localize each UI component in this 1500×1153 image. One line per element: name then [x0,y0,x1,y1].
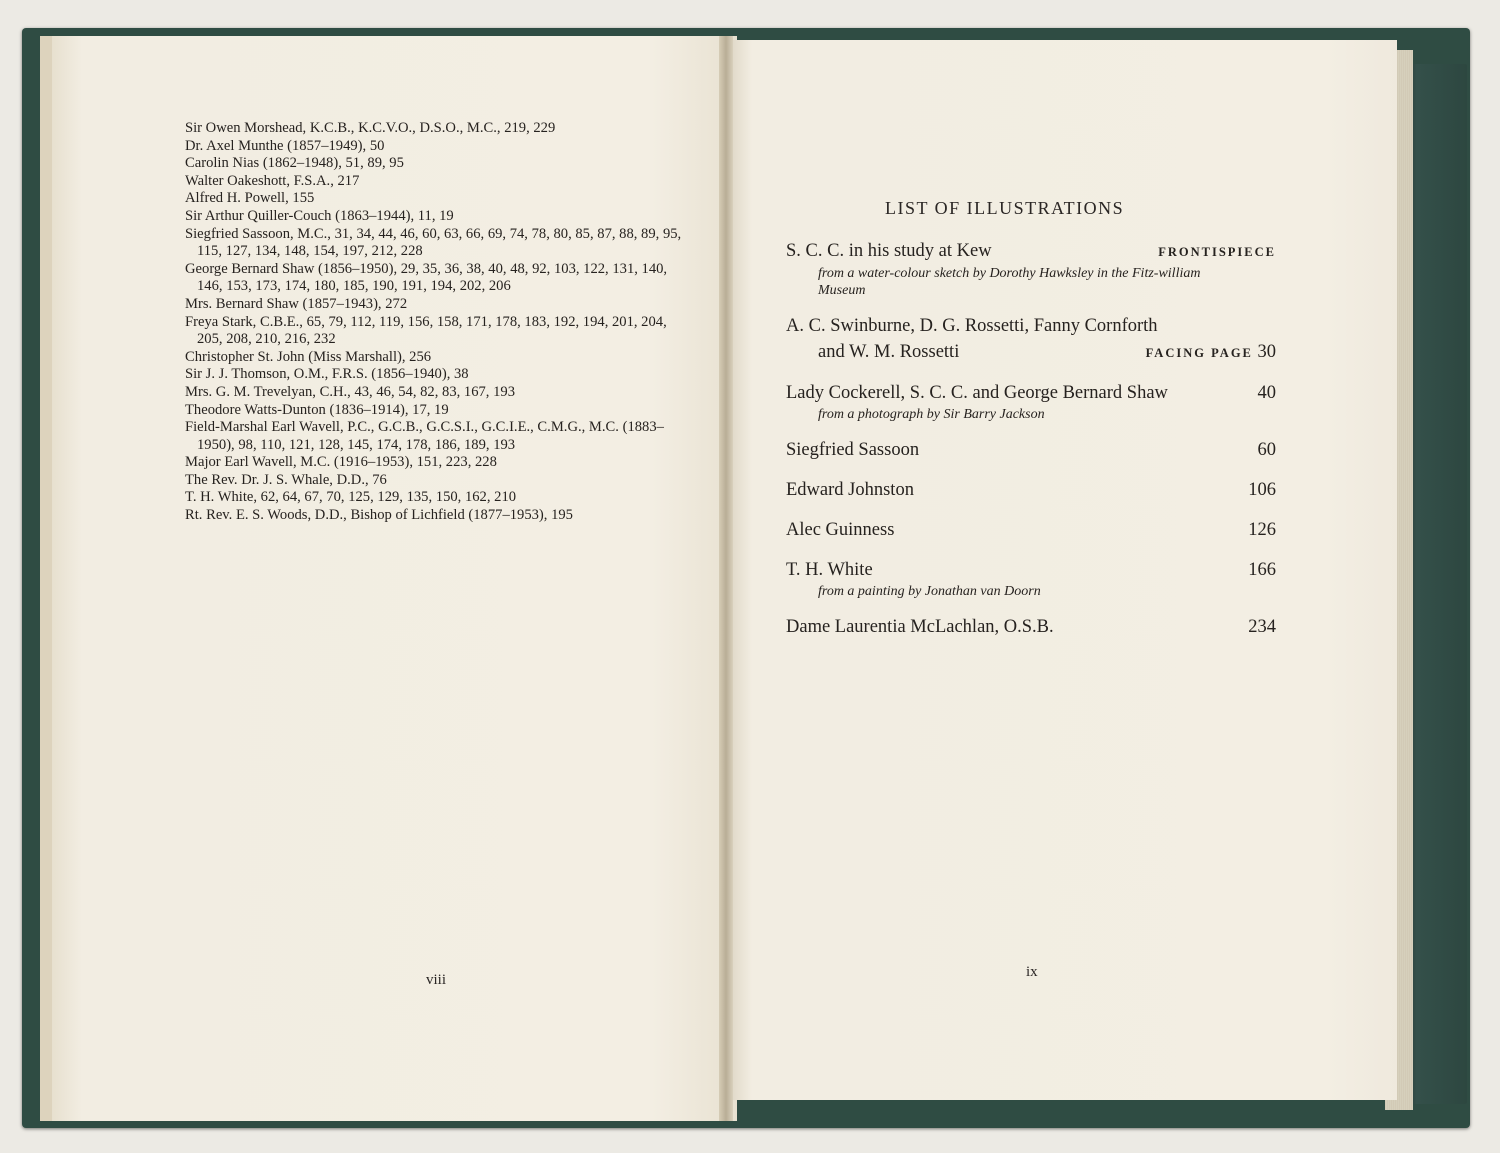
illustration-entry [786,477,1276,503]
index-entry: Mrs. Bernard Shaw (1857–1943), 272 [185,295,408,312]
index-entry: The Rev. Dr. J. S. Whale, D.D., 76 [185,471,387,488]
page-number-right: ix [1026,964,1038,980]
illustration-page: 126 [1248,520,1276,540]
illustration-page: 106 [1248,480,1276,500]
illustration-page: FRONTISPIECE [1158,245,1276,259]
index-entry: Christopher St. John (Miss Marshall), 256 [185,348,432,365]
index-entry: Walter Oakeshott, F.S.A., 217 [185,172,360,189]
illustration-entry [786,517,1276,543]
index-entry: Freya Stark, C.B.E., 65, 79, 112, 119, 156, 158, 171, 178, 183, 192, 194, 201, 204, 205, 208, 210, 216, 232 [185,313,667,348]
index-entry: Rt. Rev. E. S. Woods, D.D., Bishop of Lichfield (1877–1953), 195 [185,507,573,524]
illustration-page: 30 [1257,342,1276,362]
index-entry: Alfred H. Powell, 155 [185,190,315,207]
page-title: LIST OF ILLUSTRATIONS [885,198,1125,218]
illustration-entry [786,380,1276,423]
illustration-entry [786,614,1276,640]
index-list [185,120,685,525]
index-entry: Sir Arthur Quiller-Couch (1863–1944), 11, 19 [185,207,454,224]
illustration-title: Lady Cockerell, S. C. C. and George Bernard Shaw [786,383,1168,403]
illustration-page: 234 [1248,617,1276,637]
facing-page-label: FACING PAGE [1145,346,1253,360]
index-entry: Mrs. G. M. Trevelyan, C.H., 43, 46, 54, 82, 83, 167, 193 [185,383,515,400]
index-entry: Carolin Nias (1862–1948), 51, 89, 95 [185,155,404,172]
index-entry: Sir J. J. Thomson, O.M., F.R.S. (1856–1940), 38 [185,366,469,383]
illustration-title: Siegfried Sassoon [786,440,920,460]
illustration-entry [786,437,1276,463]
illustration-title: T. H. White [786,560,873,580]
book-gutter [719,36,733,1121]
illustration-title: S. C. C. in his study at Kew [786,241,992,261]
illustration-credit: from a water-colour sketch by Dorothy Hawksley in the Fitz-william Museum [818,266,1201,298]
illustration-entry [786,557,1276,600]
illustrations-list [786,238,1276,654]
illustration-entry [786,238,1276,299]
illustration-title: Dame Laurentia McLachlan, O.S.B. [786,617,1054,637]
index-entry: Siegfried Sassoon, M.C., 31, 34, 44, 46, 60, 63, 66, 69, 74, 78, 80, 85, 87, 88, 89, 95, 115, 127, 134, 148, 154, 197, 212, 228 [185,225,682,260]
index-entry: Sir Owen Morshead, K.C.B., K.C.V.O., D.S.O., M.C., 219, 229 [185,120,556,136]
illustration-page: 60 [1257,440,1276,460]
illustration-credit: from a photograph by Sir Barry Jackson [818,407,1045,422]
index-entry: T. H. White, 62, 64, 67, 70, 125, 129, 135, 150, 162, 210 [185,489,517,506]
illustration-title: Alec Guinness [786,520,895,540]
illustration-title: A. C. Swinburne, D. G. Rossetti, Fanny Cornforth [786,316,1158,336]
page-number-left: viii [426,972,447,988]
illustration-entry [786,313,1276,366]
index-entry: Dr. Axel Munthe (1857–1949), 50 [185,137,385,154]
index-entry: Major Earl Wavell, M.C. (1916–1953), 151, 223, 228 [185,454,497,471]
index-entry: George Bernard Shaw (1856–1950), 29, 35, 36, 38, 40, 48, 92, 103, 122, 131, 140, 146, 153, 173, 174, 180, 185, 190, 191, 194, 202, 206 [185,260,668,295]
illustration-title: Edward Johnston [786,480,914,500]
illustration-credit: from a painting by Jonathan van Doorn [818,584,1041,599]
index-entry: Field-Marshal Earl Wavell, P.C., G.C.B., G.C.S.I., G.C.I.E., C.M.G., M.C. (1883–1950), 98, 110, 121, 128, 145, 174, 178, 186, 189, 193 [185,419,664,453]
illustration-title-continued: and W. M. Rossetti [818,342,960,362]
illustration-page: 166 [1248,560,1276,580]
index-entry: Theodore Watts-Dunton (1836–1914), 17, 19 [185,401,449,418]
illustration-page: 40 [1257,383,1276,403]
